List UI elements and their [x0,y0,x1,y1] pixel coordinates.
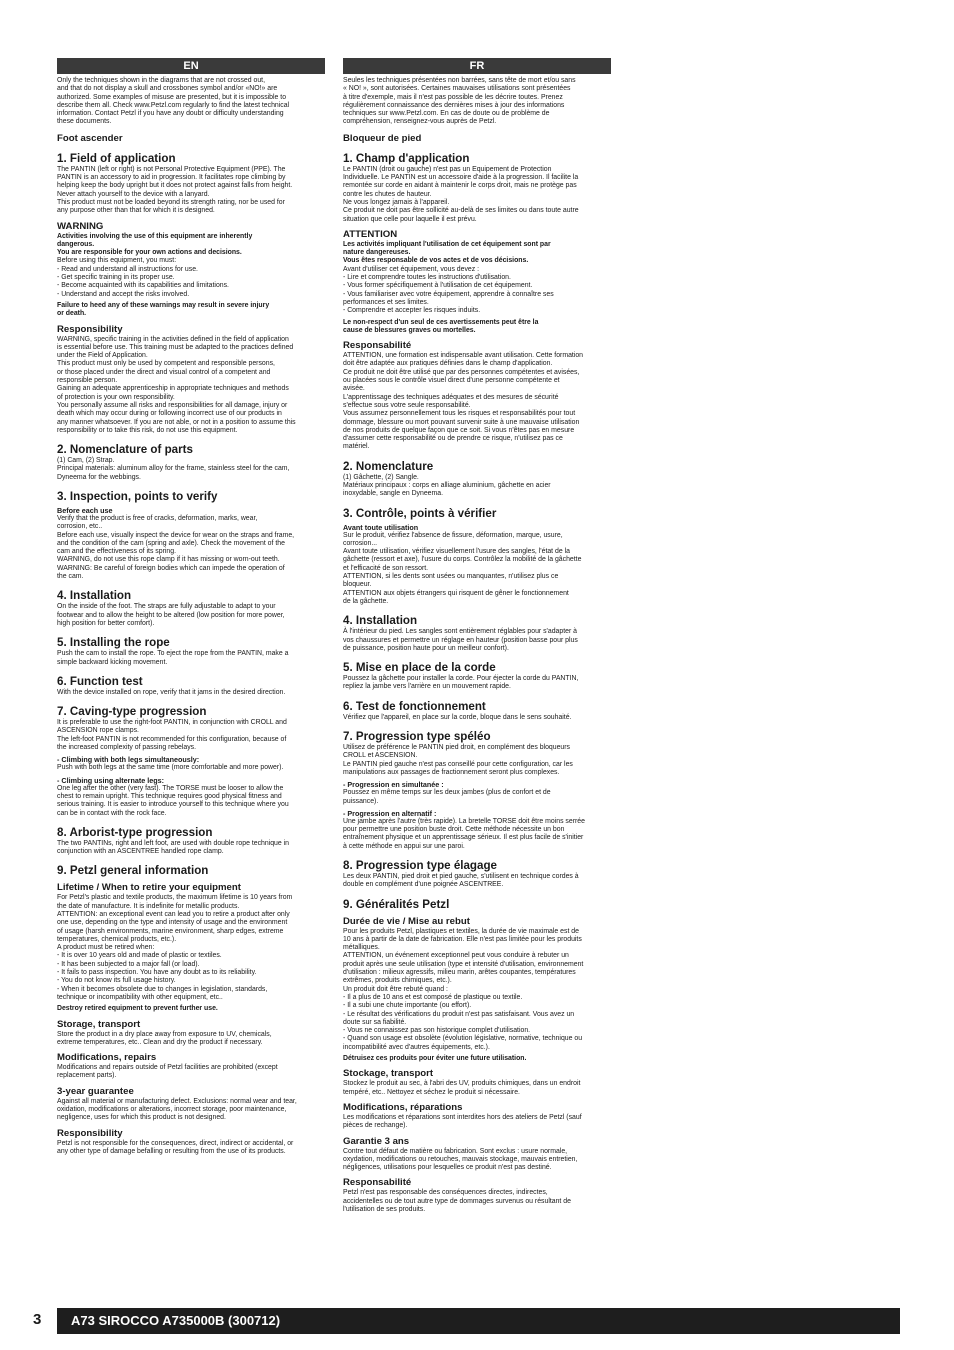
section-title: 3. Inspection, points to verify [57,489,218,503]
section-title: 5. Installing the rope [57,636,170,650]
english-column [57,58,325,1156]
section-text: (1) Cam, (2) Strap. Principal materials: aluminum alloy for the frame, stainless steel for the cam, Dyneema for the webbings. [57,457,290,481]
warning-text: Before using this equipment, you must: - Read and understand all instructions for use. - Get specific training in its proper use. - Become acquainted with its capabilities and limitations. - Understand and accept the risks involved. [57,257,229,298]
responsibility-title: Responsibility [57,1127,123,1139]
guarantee-title: 3-year guarantee [57,1085,134,1097]
section-title: 9. Petzl general information [57,864,209,878]
lifetime-bold-text: Destroy retired equipment to prevent further use. [57,1005,218,1013]
warning-bold-text: Les activités impliquant l'utilisation de cet équipement sont par nature dangereuses. Vous êtes responsable de vos actes et de vos décisions. [343,240,551,265]
guarantee-title: Garantie 3 ans [343,1135,410,1147]
section-text: With the device installed on rope, verify that it jams in the desired direction. [57,688,286,696]
section-text: The PANTIN (left or right) is not Personal Protective Equipment (PPE). The PANTIN is an accessory to aid in progression. It facilitates rope climbing by helping keep the body upright but it does not protect against falls from height. Never attach yourself to the device with a lanyard. This product must not be loaded beyond its strength rating, nor be used for any purpose other than that for which it is designed. [57,165,293,215]
section-title: 7. Caving-type progression [57,705,207,719]
intro-text: Seules les techniques présentées non barrées, sans tête de mort et/ou sans « NO! », sont autorisées. Certaines mauvaises utilisations sont présentées à titre d'exemple, mais il n'est pas possible de les décrire toutes. Prenez régulièrement connaissance des dernières mises à jour des informations techniques sur www.Petzl.com. En cas de doute ou de problème de compréhension, renseignez-vous auprès de Petzl. [343,77,576,126]
section-title: 5. Mise en place de la corde [343,661,496,675]
section-title: 3. Contrôle, points à vérifier [343,506,497,520]
section-title: 1. Champ d'application [343,151,470,165]
lifetime-text: For Petzl's plastic and textile products, the maximum lifetime is 10 years from the date of manufacture. It is indefinite for metallic products. ATTENTION: an exceptional event can lead you to retire a product after only one use, depending on the type and intensity of usage and the environment of usage (harsh environments, marine environment, sharp edges, extreme temperatures, chemical products, etc.). A product must be retired when: - It is over 10 years old and made of plastic or textiles. - It has been subjected to a major fall (or load). - It fails to pass inspection. You have any doubt as to its reliability. - You do not know its full usage history. - When it becomes obsolete due to changes in legislation, standards, technique or incompatibility with other equipment, etc.. [57,894,293,1001]
warning-title: ATTENTION [343,228,398,240]
section-title: 7. Progression type spéléo [343,730,491,744]
warning-text: Avant d'utiliser cet équipement, vous devez : - Lire et comprendre toutes les instructions d'utilisation. - Vous former spécifiquement à l'utilisation de cet équipement. - Vous familiariser avec votre équipement, apprendre à connaître ses performances et ses limites. - Comprendre et accepter les risques induits. [343,265,554,315]
responsibility-text: Petzl n'est pas responsable des conséquences directes, indirectes, accidentelles ou de tout autre type de dommages survenus ou résultant de l'utilisation de ses produits. [343,1189,571,1214]
section-text: Vérifiez que l'appareil, en place sur la corde, bloque dans le sens souhaité. [343,713,572,721]
section-title: 6. Function test [57,674,143,688]
modifications-title: Modifications, réparations [343,1101,463,1113]
section-title: 4. Installation [57,589,132,603]
section-text: Poussez en même temps sur les deux jambes (plus de confort et de puissance). [343,789,551,805]
subsection-title: - Progression en alternatif : [343,808,437,818]
subsection-title: Before each use [57,505,113,515]
subsection-title: Avant toute utilisation [343,522,419,532]
section-text: It is preferable to use the right-foot PANTIN, in conjunction with CROLL and ASCENSION rope clamps. The left-foot PANTIN is not recommended for this configuration, because of the increased complexity of passing rebelays. [57,719,287,752]
responsibility-text: ATTENTION, une formation est indispensable avant utilisation. Cette formation doit être adaptée aux pratiques définies dans le champ d'application. Ce produit ne doit être utilisé que par des personnes compétentes et avisées, ou placées sous le contrôle visuel direct d'une personne compétente et avisée. L'apprentissage des techniques adéquates et des mesures de sécurité s'effectue sous votre seule responsabilité. Vous assumez personnellement tous les risques et responsabilités pour tout dommage, blessure ou mort pouvant survenir suite à une mauvaise utilisation de nos produits de quelque façon que ce soit. Si vous n'êtes pas en mesure d'assumer cette responsabilité ou de prendre ce risque, n'utilisez pas ce matériel. [343,352,584,451]
warning-fail-text: Le non-respect d'un seul de ces avertissements peut être la cause de blessures graves ou mortelles. [343,318,539,334]
section-text: One leg after the other (very fast). The TORSE must be looser to allow the chest to remain upright. This technique requires good physical fitness and serious training. It is easier to introduce yourself to this technique where you can be in contact with the rock face. [57,784,289,817]
language-header-en: EN [57,58,325,74]
responsibility-title: Responsabilité [343,340,412,352]
section-title: 6. Test de fonctionnement [343,699,486,713]
language-header-fr: FR [343,58,611,74]
product-name: Foot ascender [57,132,123,144]
lifetime-title: Lifetime / When to retire your equipment [57,882,241,894]
storage-title: Stockage, transport [343,1068,434,1080]
subsection-title: - Climbing using alternate legs: [57,775,165,785]
section-text: Le PANTIN (droit ou gauche) n'est pas un Equipement de Protection Individuelle. Le PANTIN est un accessoire d'aide à la progression. Il facilite la remontée sur corde en aidant à maintenir le corps droit, mais ne protège pas contre les chutes de hauteur. Ne vous longez jamais à l'appareil. Ce produit ne doit pas être sollicité au-delà de ses limites ou dans toute autre situation que celle pour laquelle il est prévu. [343,165,579,223]
storage-text: Store the product in a dry place away from exposure to UV, chemicals, extreme temperatures, etc.. Clean and dry the product if necessary. [57,1030,272,1046]
modifications-title: Modifications, repairs [57,1052,157,1064]
responsibility-title: Responsibility [57,323,123,335]
responsibility-text: Petzl is not responsible for the consequences, direct, indirect or accidental, or any other type of damage befalling or resulting from the use of its products. [57,1139,294,1155]
section-text: Poussez la gâchette pour installer la corde. Pour éjecter la corde du PANTIN, repliez la jambe vers l'arrière en un mouvement rapide. [343,675,579,691]
footer-doc-id: A73 SIROCCO A735000B (300712) [57,1308,900,1334]
section-title: 4. Installation [343,614,418,628]
section-title: 1. Field of application [57,151,176,165]
modifications-text: Modifications and repairs outside of Petzl facilities are prohibited (except replacement parts). [57,1064,278,1080]
product-name: Bloqueur de pied [343,132,422,144]
storage-text: Stockez le produit au sec, à l'abri des UV, produits chimiques, dans un endroit tempéré, etc.. Nettoyez et séchez le produit si nécessaire. [343,1080,581,1096]
responsibility-text: WARNING, specific training in the activities defined in the field of application is essential before use. This training must be adapted to the practices defined under the Field of Application. This product must only be used by competent and responsible persons, or those placed under the direct and visual control of a competent and responsible person. Gaining an adequate apprenticeship in appropriate techniques and methods of protection is your own responsibility. You personally assume all risks and responsibilities for all damage, injury or death which may occur during or following incorrect use of our products in any manner whatsoever. If you are not able, or not in a position to assume this responsibility or to take this risk, do not use this equipment. [57,335,296,434]
lifetime-title: Durée de vie / Mise au rebut [343,915,470,927]
section-title: 8. Arborist-type progression [57,825,213,839]
section-title: 2. Nomenclature of parts [57,443,193,457]
section-text: The two PANTINs, right and left foot, are used with double rope technique in conjunction with an ASCENTREE handled rope clamp. [57,839,289,856]
french-column [343,58,611,1214]
page-number: 3 [33,1311,42,1328]
section-text: Push with both legs at the same time (more comfortable and more power). [57,764,284,772]
section-title: 2. Nomenclature [343,459,434,473]
guarantee-text: Against all material or manufacturing defect. Exclusions: normal wear and tear, oxidation, modifications or alterations, incorrect storage, poor maintenance, negligence, uses for which this product is not designed. [57,1097,297,1122]
lifetime-text: Pour les produits Petzl, plastiques et textiles, la durée de vie maximale est de 10 ans à partir de la date de fabrication. Elle n'est pas limitée pour les produits métalliques. ATTENTION, un événement exceptionnel peut vous conduire à rebuter un produit après une seule utilisation (type et intensité d'utilisation, environnement d'utilisation : milieux agressifs, milieu marin, arêtes coupantes, températures extrêmes, produits chimiques, etc.). Un produit doit être rebuté quand : - Il a plus de 10 ans et est composé de plastique ou textile. - Il a subi une chute importante (ou effort). - Le résultat des vérifications du produit n'est pas satisfaisant. Vous avez un doute sur sa fiabilité. - Vous ne connaissez pas son historique complet d'utilisation. - Quand son usage est obsolète (évolution législative, normative, technique ou incompatibilité avec d'autres équipements, etc.). [343,927,584,1051]
responsibility-title: Responsabilité [343,1177,412,1189]
section-title: 8. Progression type élagage [343,859,497,872]
section-text: Utilisez de préférence le PANTIN pied droit, en complément des bloqueurs CROLL et ASCENSION. Le PANTIN pied gauche n'est pas conseillé pour cette configuration, car les manipulations aux passages de fractionnement seront plus complexes. [343,744,573,776]
modifications-text: Les modifications et réparations sont interdites hors des ateliers de Petzl (sauf pièces de rechange). [343,1113,582,1130]
storage-title: Storage, transport [57,1018,141,1030]
lifetime-bold-text: Détruisez ces produits pour éviter une future utilisation. [343,1055,527,1063]
warning-bold-text: Activities involving the use of this equipment are inherently dangerous. You are responsible for your own actions and decisions. [57,232,253,257]
section-text: Verify that the product is free of cracks, deformation, marks, wear, corrosion, etc.. Before each use, visually inspect the device for wear on the straps and frame, and the condition of the cam (spring and axle). Check the movement of the cam and the effectiveness of its spring. WARNING, do not use this rope clamp if it has missing or worn-out teeth. WARNING: Be careful of foreign bodies which can impede the operation of the cam. [57,514,295,581]
section-title: 9. Généralités Petzl [343,897,450,911]
section-text: (1) Gâchette, (2) Sangle. Matériaux principaux : corps en alliage aluminium, gâchette en acier inoxydable, sangle en Dyneema. [343,473,551,498]
section-text: Une jambe après l'autre (très rapide). La bretelle TORSE doit être moins serrée pour permettre une position buste droit. Cette méthode nécessite un bon entraînement physique et un apprentissage sérieux. Il est plus facile de s'initier à cette méthode en appui sur une paroi. [343,817,585,850]
section-text: À l'intérieur du pied. Les sangles sont entièrement réglables pour s'adapter à vos chaussures et permettre un réglage en hauteur (position basse pour plus de puissance, position haute pour un meilleur confort). [343,628,578,652]
section-text: Push the cam to install the rope. To eject the rope from the PANTIN, make a simple backward kicking movement. [57,650,289,666]
subsection-title: - Progression en simultanée : [343,780,444,790]
section-text: Sur le produit, vérifiez l'absence de fissure, déformation, marque, usure, corrosion... Avant toute utilisation, vérifiez visuellement l'usure des sangles, l'état de la gâchette (ressort et axe), l'usure du corps. Contrôlez la mobilité de la gâchette et l'efficacité de son ressort. ATTENTION, si les dents sont usées ou manquantes, n'utilisez plus ce bloqueur. ATTENTION aux objets étrangers qui risquent de gêner le fonctionnement de la gâchette. [343,531,582,605]
intro-text: Only the techniques shown in the diagrams that are not crossed out, and that do not display a skull and crossbones symbol and/or «NO!» are authorized. Some examples of misuse are presented, but it is impossible to describe them all. Check www.Petzl.com regularly to find the latest technical information. Contact Petzl if you have any doubt or difficulty understanding these documents. [57,77,290,126]
section-text: Les deux PANTIN, pied droit et pied gauche, s'utilisent en technique cordes à double en complément d'une poignée ASCENTREE. [343,873,579,889]
guarantee-text: Contre tout défaut de matière ou fabrication. Sont exclus : usure normale, oxydation, modifications ou retouches, mauvais stockage, mauvais entretien, négligences, utilisations pour lesquelles ce produit n'est pas destiné. [343,1147,578,1172]
warning-fail-text: Failure to heed any of these warnings may result in severe injury or death. [57,301,270,318]
section-text: On the inside of the foot. The straps are fully adjustable to adapt to your footwear and to allow the height to be altered (low position for more power, high position for better comfort). [57,603,285,627]
warning-title: WARNING [57,220,104,232]
subsection-title: - Climbing with both legs simultaneously: [57,755,200,765]
